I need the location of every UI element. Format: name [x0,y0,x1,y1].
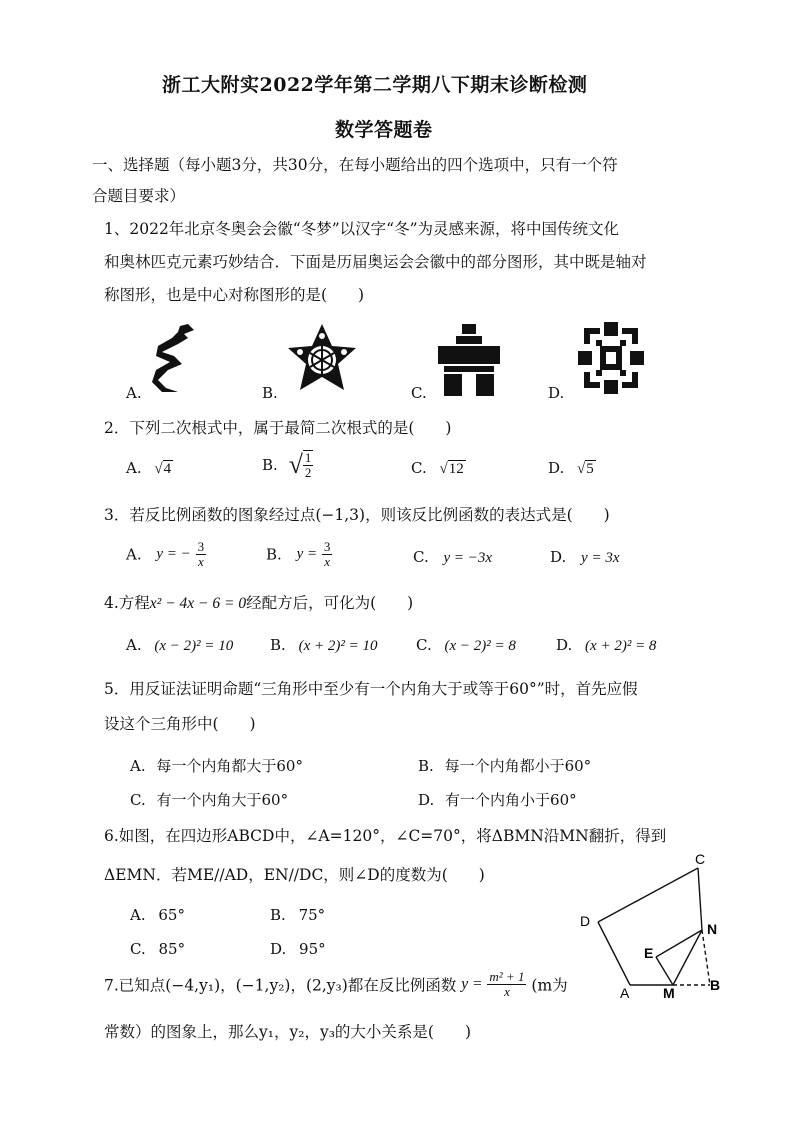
option-label: C. [130,791,146,809]
side-nb-dashed [702,930,710,985]
option-text: 75° [298,906,326,924]
q7-stem-prefix: 7.已知点(−4,y₁)，(−1,y₂)，(2,y₃)都在反比例函数 [104,976,457,995]
fraction-numerator: 3 [323,539,331,554]
q1-option-label: C. [411,384,427,402]
q5-option-a [130,755,303,776]
q2-option-b: B. √ $\frac{1}{2}$ [262,450,312,480]
q4-stem-prefix: 4.方程 [104,594,150,612]
option-label: A. [126,459,142,477]
option-text: (x + 2)² = 8 [585,638,657,654]
option-lhs: y = [296,546,318,562]
option-label: A. [130,906,146,924]
q4-stem [104,591,413,613]
q7-lhs: y = [461,975,483,993]
q4-option-b [270,636,377,655]
option-label: C. [411,459,427,477]
vertex-label-a: A [620,985,630,1000]
option-label: B. [262,456,278,474]
q1-option-label: D. [548,384,565,402]
q7-line: 常数）的图象上，那么y₁，y₂，y₃的大小关系是( ) [104,1023,472,1041]
q2-option-d: D. √5 [548,459,594,477]
q6-line: 6.如图，在四边形ABCD中，∠A=120°，∠C=70°，将ΔBMN沿MN翻折，得到 [104,827,667,845]
option-text: y = 3x [581,550,620,566]
option-lhs: y = − [156,546,191,562]
option-text: 有一个内角大于60° [156,791,289,809]
section-heading-cont: 合题目要求） [92,187,186,205]
q2-option-a: A. √4 [126,459,172,477]
option-label: A. [130,757,146,775]
side-me [656,957,673,985]
quadrilateral-figure [570,850,730,1000]
option-label: D. [548,459,565,477]
q4-option-c [416,636,516,655]
q6-option-b [270,906,325,924]
q4-equation: x² − 4x − 6 = 0 [149,595,247,612]
option-label: B. [270,906,286,924]
radicand: 4 [163,461,172,477]
fraction-denominator: x [197,554,204,569]
q1-option-label: B. [262,384,278,402]
fraction-numerator: 1 [304,450,312,465]
option-label: B. [270,636,286,654]
q5-option-c [130,789,288,810]
radicand: 5 [586,461,594,477]
q1-line: 称图形，也是中心对称图形的是( ) [104,286,365,304]
option-text: 有一个内角小于60° [445,791,577,809]
logo-d-geometric-image [576,320,646,396]
logo-b-snowflake-image [286,322,358,398]
q3-option-a [126,540,206,569]
q6-option-a [130,906,185,924]
q3-option-c [413,548,492,567]
option-text: 85° [158,940,186,958]
logo-a-swirl-image [148,322,204,398]
fraction-numerator: 3 [197,539,205,554]
vertex-label-c: C [695,851,706,867]
q5-option-b [418,755,591,776]
section-heading: 一、选择题（每小题3分，共30分，在每小题给出的四个选项中，只有一个符 [92,156,618,174]
fraction-denominator: x [504,984,510,999]
vertex-label-m: M [663,985,675,1000]
q4-option-a [126,636,233,655]
q1-option-label: A. [126,384,142,402]
option-label: D. [556,636,573,654]
fraction-numerator: m² + 1 [489,969,525,984]
vertex-label-e: E [644,945,654,961]
option-label: A. [126,545,142,564]
q5-line: 5．用反证法证明命题“三角形中至少有一个内角大于或等于60°”时，首先应假 [104,680,638,698]
side-da [598,922,630,985]
option-text: (x + 2)² = 10 [298,638,378,654]
option-label: D. [270,940,287,958]
q3-option-d [550,548,619,567]
q6-option-c [130,940,185,958]
option-label: C. [413,548,429,566]
option-label: B. [266,545,282,564]
option-label: C. [416,636,432,654]
fraction-denominator: x [324,554,331,569]
q5-option-d [418,789,577,810]
vertex-label-b: B [710,977,721,993]
page-subtitle: 数学答题卷 [335,119,433,141]
q4-stem-suffix: 经配方后，可化为( ) [246,594,414,612]
option-label: D. [550,548,567,566]
side-cn [698,868,702,930]
option-text: y = −3x [443,550,493,566]
q2-stem: 2．下列二次根式中，属于最简二次根式的是( ) [104,419,452,437]
option-label: D. [418,791,435,809]
q5-line: 设这个三角形中( ) [104,715,256,733]
option-text: 95° [299,940,326,958]
fraction-denominator: 2 [304,465,312,480]
q3-option-b [266,540,332,569]
q2-option-c: C. √12 [411,459,464,477]
q3-stem: 3．若反比例函数的图象经过点(−1,3)，则该反比例函数的表达式是( ) [104,506,610,524]
option-text: 每一个内角都小于60° [444,757,592,775]
option-text: (x − 2)² = 10 [154,638,234,654]
radicand: 12 [448,461,464,477]
q7-line [104,970,568,999]
option-text: 65° [158,906,185,924]
option-text: (x − 2)² = 8 [444,638,516,654]
option-text: 每一个内角都大于60° [156,757,303,775]
q6-line: ΔEMN．若ME//AD，EN//DC，则∠D的度数为( ) [104,866,485,884]
q1-line: 和奥林匹克元素巧妙结合．下面是历届奥运会会徽中的部分图形，其中既是轴对 [104,253,647,271]
logo-c-inukshuk-image [434,322,504,398]
option-label: C. [130,940,146,958]
page-title: 浙工大附实2022学年第二学期八下期末诊断检测 [162,74,588,96]
q1-line: 1、2022年北京冬奥会会徽“冬梦”以汉字“冬”为灵感来源，将中国传统文化 [104,220,620,238]
option-label: A. [126,636,142,654]
q6-option-d [270,940,326,958]
q4-option-d [556,636,656,655]
side-dc [598,868,698,922]
vertex-label-n: N [707,921,718,937]
option-label: B. [418,757,434,775]
q7-stem-suffix: (m为 [531,976,568,995]
vertex-label-d: D [580,913,591,929]
